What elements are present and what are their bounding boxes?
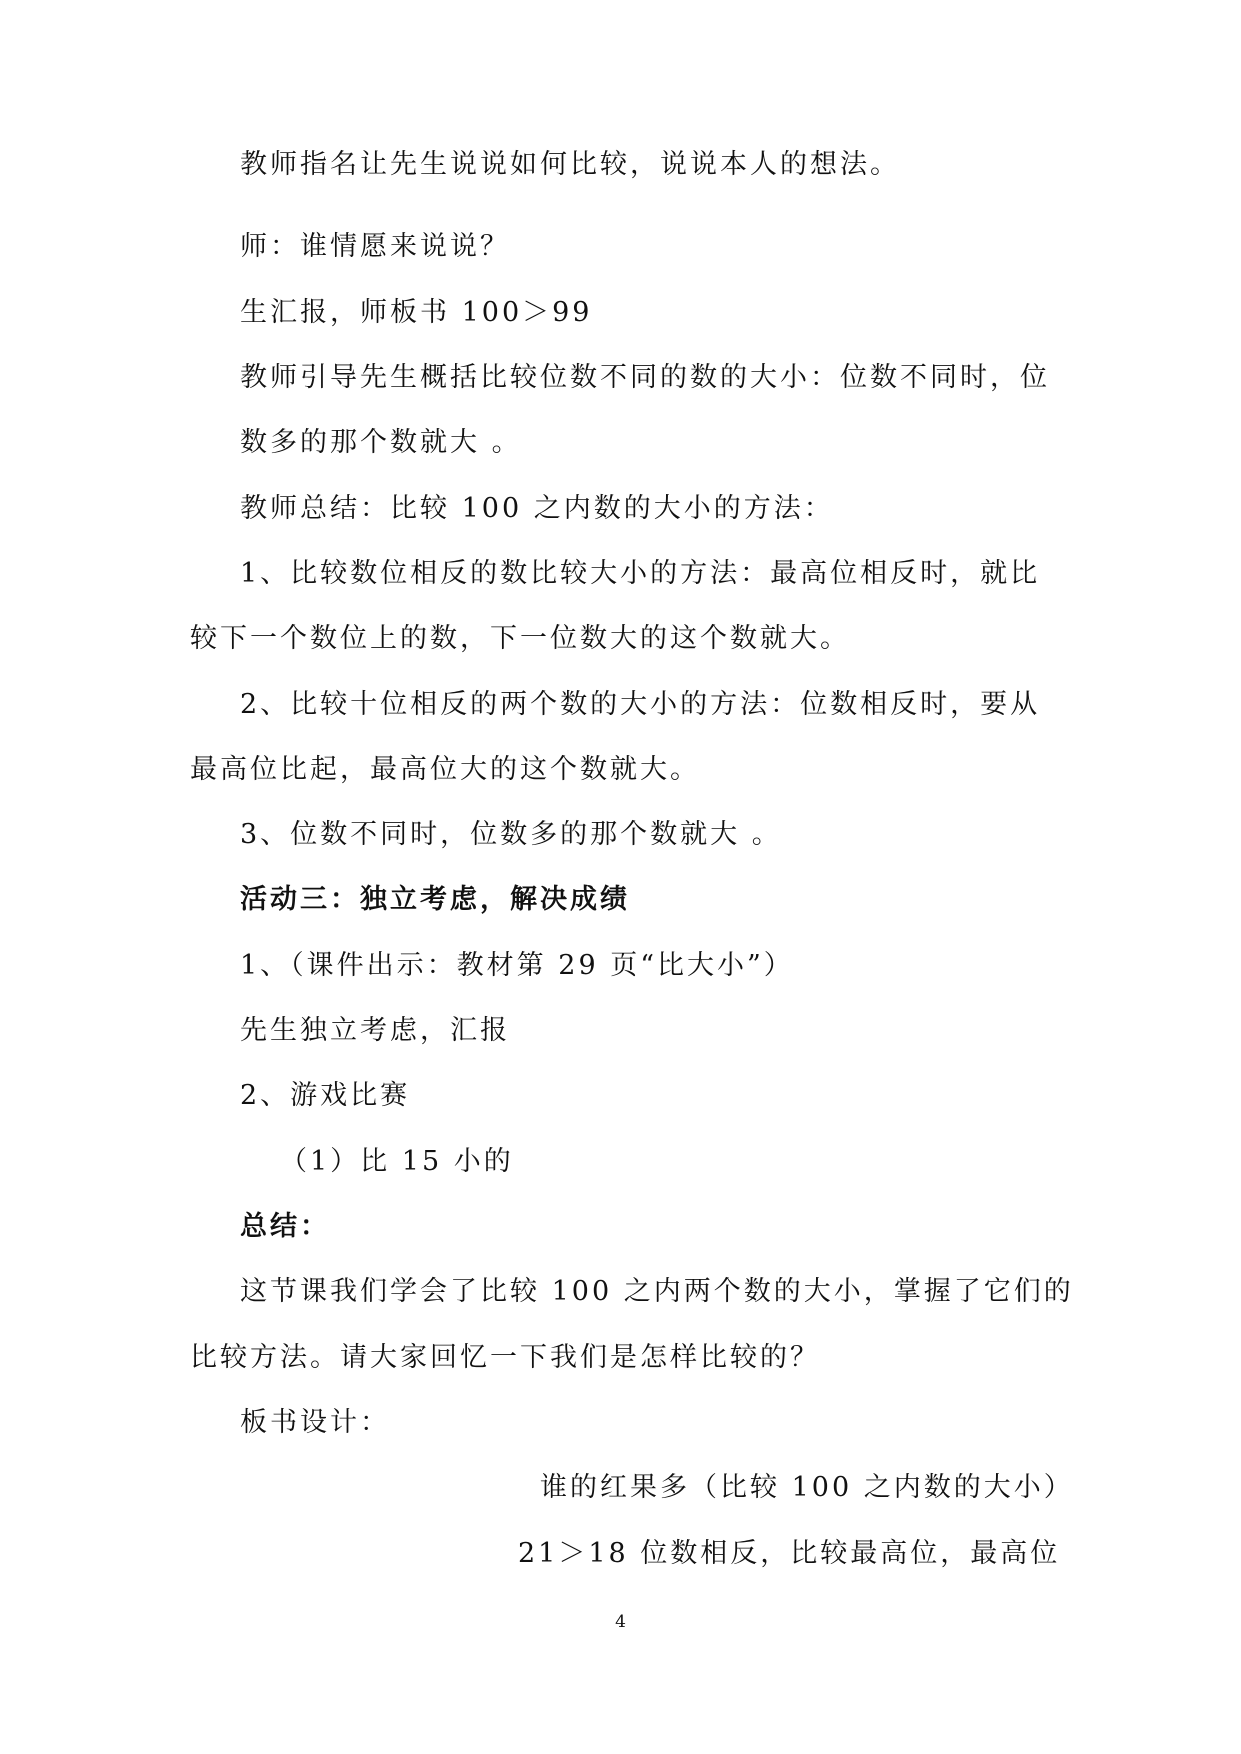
page-number: 4 [615, 1612, 626, 1632]
paragraph-line-13: 1、（课件出示：教材第 29 页“比大小”） [240, 950, 794, 981]
paragraph-line-16: （1）比 15 小的 [280, 1146, 514, 1177]
list-item-1-line-2: 较下一个数位上的数，下一位数大的这个数就大。 [190, 623, 850, 654]
list-item-2-line-2: 最高位比起，最高位大的这个数就大。 [190, 754, 700, 785]
summary-line-1: 这节课我们学会了比较 100 之内两个数的大小，掌握了它们的 [240, 1276, 1074, 1307]
paragraph-line-15: 2、游戏比赛 [240, 1080, 411, 1111]
summary-line-2: 比较方法。请大家回忆一下我们是怎样比较的？ [190, 1342, 820, 1373]
list-item-1-line-1: 1、比较数位相反的数比较大小的方法：最高位相反时，就比 [240, 558, 1041, 589]
board-design-label: 板书设计： [240, 1407, 390, 1438]
paragraph-line-14: 先生独立考虑，汇报 [240, 1015, 510, 1046]
section-heading-activity-3: 活动三：独立考虑，解决成绩 [240, 884, 630, 915]
list-item-2-line-1: 2、比较十位相反的两个数的大小的方法：位数相反时，要从 [240, 689, 1041, 720]
paragraph-line-6: 教师总结：比较 100 之内数的大小的方法： [240, 493, 834, 524]
paragraph-line-4: 教师引导先生概括比较位数不同的数的大小：位数不同时，位 [240, 362, 1050, 393]
paragraph-line-3: 生汇报，师板书 100＞99 [240, 297, 593, 328]
paragraph-line-2: 师：谁情愿来说说？ [240, 231, 510, 262]
section-heading-summary: 总结： [240, 1211, 330, 1242]
paragraph-line-5: 数多的那个数就大 。 [240, 427, 522, 458]
list-item-3: 3、位数不同时，位数多的那个数就大 。 [240, 819, 782, 850]
board-design-title: 谁的红果多（比较 100 之内数的大小） [540, 1472, 1074, 1503]
board-design-line: 21＞18 位数相反，比较最高位，最高位 [518, 1538, 1061, 1569]
paragraph-line-1: 教师指名让先生说说如何比较，说说本人的想法。 [240, 149, 900, 180]
